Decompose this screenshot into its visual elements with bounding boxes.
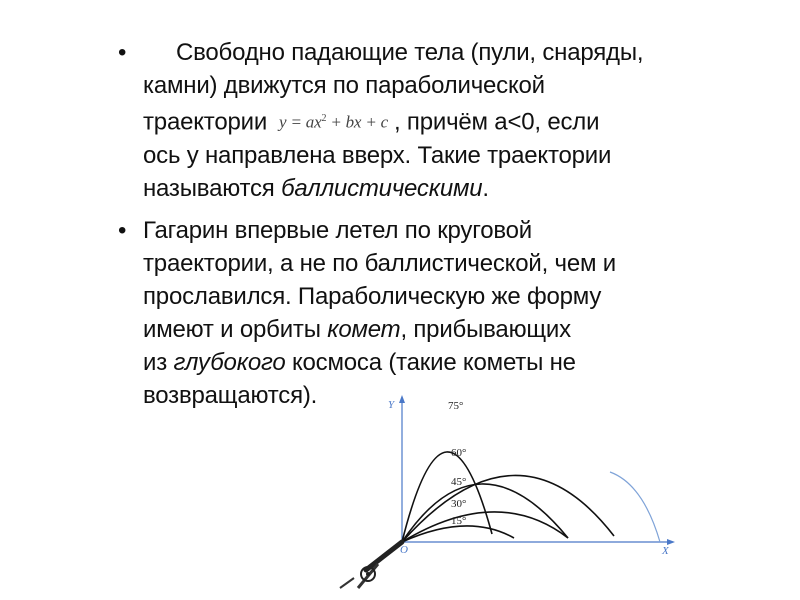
x-axis-label: X	[662, 545, 669, 557]
angle-label-45: 45°	[451, 476, 467, 488]
italic-term: глубокого	[173, 349, 286, 376]
text-fragment: , причём a<0, если	[394, 108, 600, 136]
text-line: ось y направлена вверх. Такие траектории	[143, 141, 612, 169]
text-fragment: траектории	[143, 108, 268, 136]
italic-term: комет	[327, 316, 401, 343]
formula-parabola: $y = ax^2$ + bx + c	[279, 112, 388, 132]
text-line: из глубокого космоса (такие кометы не	[143, 349, 576, 376]
trajectory-45	[402, 475, 614, 542]
y-axis-label: Y	[388, 399, 395, 411]
bullet-marker: •	[118, 217, 127, 244]
text-line	[143, 102, 703, 139]
cannon-illustration	[340, 542, 402, 588]
text-line: имеют и орбиты комет, прибывающих	[143, 316, 571, 343]
bullet-marker: •	[118, 39, 127, 66]
trajectory-diagram	[318, 392, 688, 592]
text-line: возвращаются).	[143, 382, 318, 409]
italic-term: баллистическими	[281, 174, 483, 202]
text-line: траектории, а не по баллистической, чем и	[143, 250, 616, 277]
text-line: называются баллистическими.	[143, 174, 489, 202]
trajectory-extension	[610, 472, 660, 542]
text-line: Свободно падающие тела (пули, снаряды,	[176, 39, 644, 66]
angle-label-75: 75°	[448, 400, 464, 412]
paragraph-gagarin	[143, 214, 703, 412]
paragraph-ballistic	[143, 36, 703, 205]
text-line: прославился. Параболическую же форму	[143, 283, 602, 310]
origin-label: O	[400, 544, 408, 556]
trajectory-15	[402, 526, 514, 542]
text-line: камни) движутся по параболической	[143, 72, 545, 99]
angle-label-30: 30°	[451, 498, 467, 510]
y-axis-arrow	[399, 395, 405, 403]
angle-label-60: 60°	[451, 447, 467, 459]
text-line: Гагарин впервые летел по круговой	[143, 217, 533, 244]
angle-label-15: 15°	[451, 515, 467, 527]
